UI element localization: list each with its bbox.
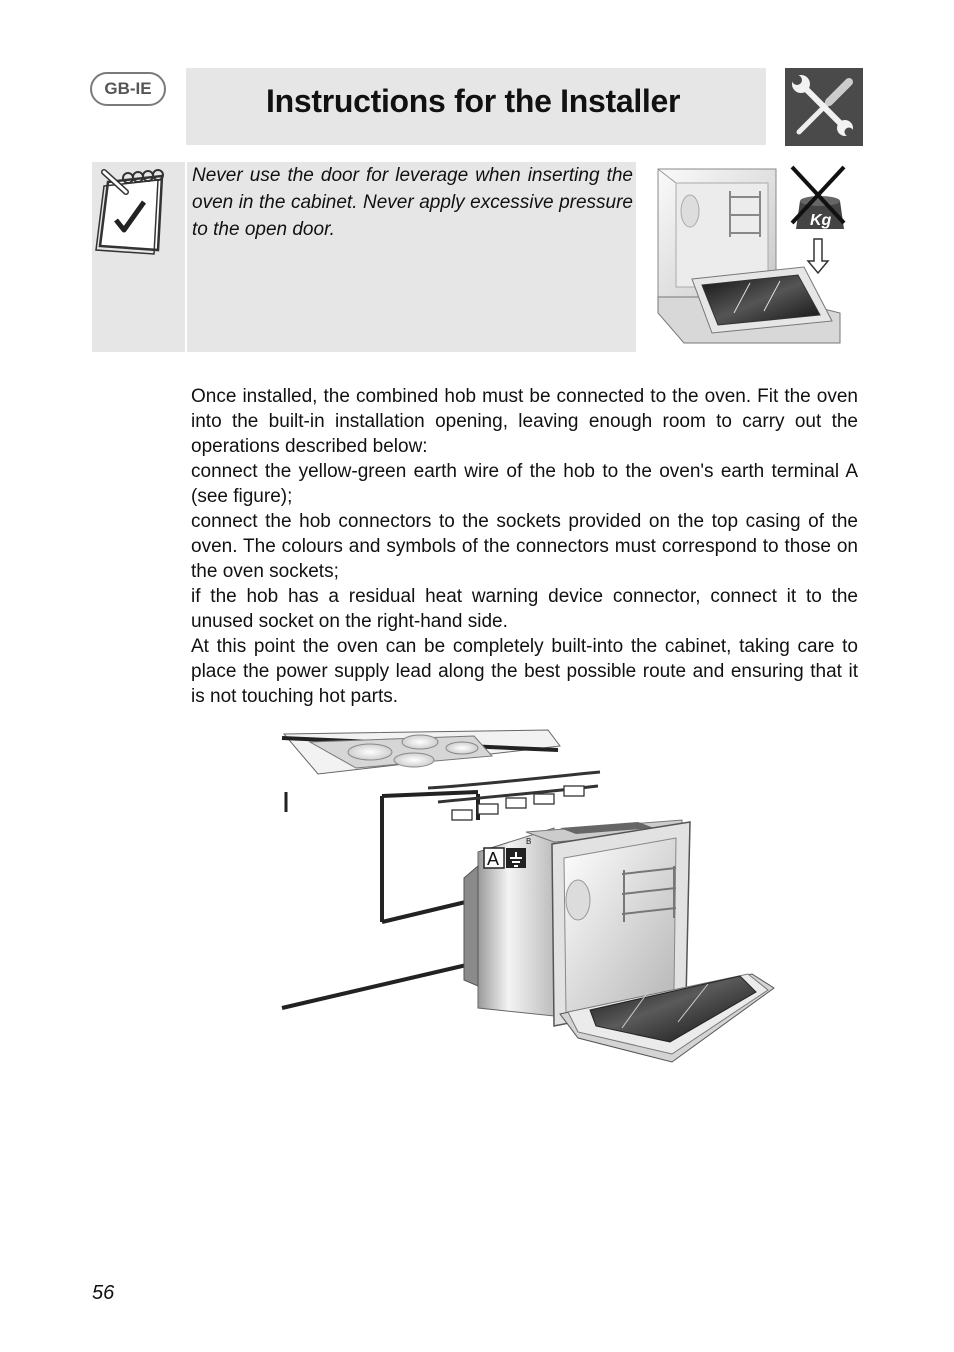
page-number: 56 — [92, 1282, 115, 1304]
instruction-paragraph: Once installed, the combined hob must be connected to the oven. Fit the oven into the built-in installation opening, leaving enough room to carry out the operations described below: — [191, 386, 858, 457]
instruction-paragraph: At this point the oven can be completely built-into the cabinet, taking care to place the power supply lead along the best possible route and ensuring that it is not touching hot parts. — [191, 636, 858, 707]
oven-door-warning-figure — [654, 163, 846, 349]
instruction-paragraph: connect the yellow-green earth wire of the hob to the oven's earth terminal A (see figure); — [191, 461, 858, 507]
instruction-paragraph: if the hob has a residual heat warning device connector, connect it to the unused socket on the right-hand side. — [191, 586, 858, 632]
installation-instructions — [191, 384, 858, 709]
earth-terminal-label: A — [487, 849, 500, 869]
note-icon-cell — [92, 162, 185, 352]
instruction-paragraph: connect the hob connectors to the sockets provided on the top casing of the oven. The colours and symbols of the connectors must correspond to those on the oven sockets; — [191, 511, 858, 582]
warning-note — [187, 162, 636, 352]
notepad-check-icon — [92, 164, 185, 264]
warning-text: Never use the door for leverage when inserting the oven in the cabinet. Never apply excessive pressure to the open door. — [192, 165, 633, 240]
hob-oven-connection-figure — [278, 716, 780, 1068]
title-bar — [186, 68, 766, 145]
weight-label: Kg — [810, 212, 832, 229]
page-title: Instructions for the Installer — [266, 83, 681, 119]
socket-label: B — [526, 837, 532, 846]
wrench-screwdriver-icon — [785, 68, 863, 146]
region-badge: GB-IE — [90, 72, 166, 106]
